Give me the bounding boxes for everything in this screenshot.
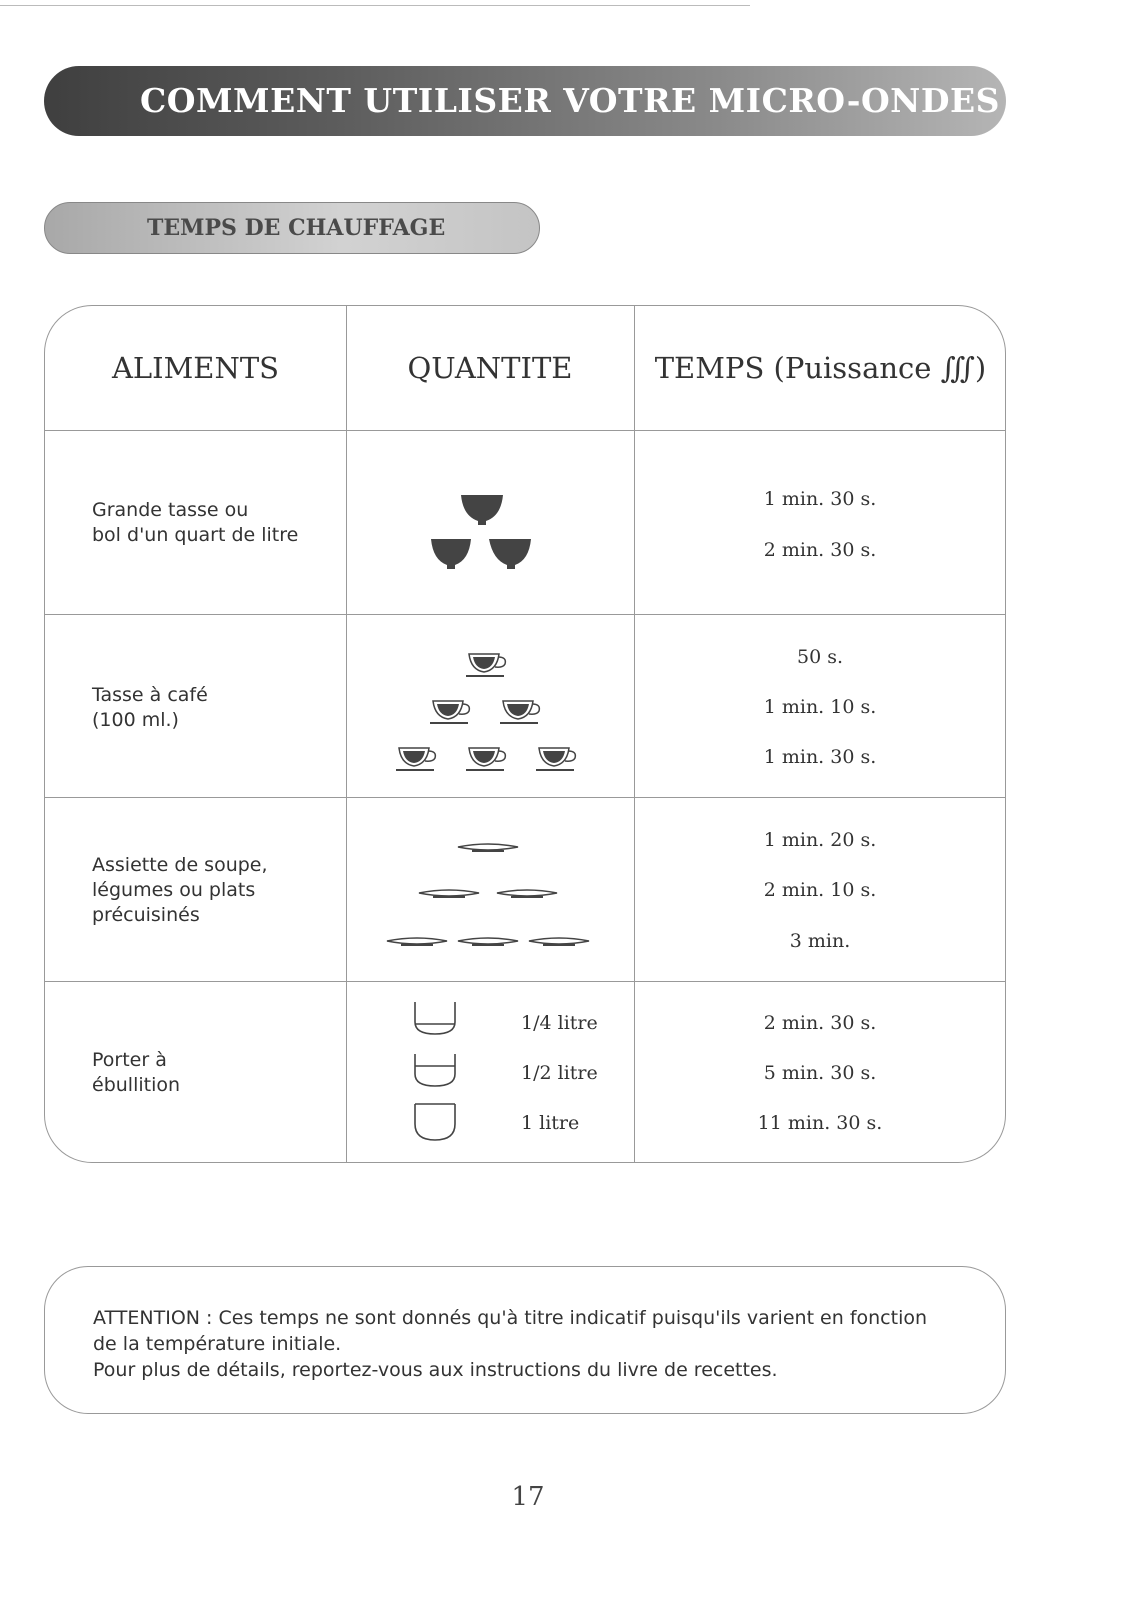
time-value: 50 s. xyxy=(796,646,843,668)
heating-time-table xyxy=(44,305,1006,1163)
quantity-value: 1/2 litre xyxy=(521,1062,598,1084)
quantity-value: 1/4 litre xyxy=(521,1012,598,1034)
food-label: Tasse à café (100 ml.) xyxy=(92,684,208,731)
quantity-value: 1 litre xyxy=(521,1112,580,1134)
coffee-cup-icon xyxy=(393,646,588,776)
row-divider xyxy=(45,430,1005,431)
row-divider xyxy=(45,797,1005,798)
food-label: Porter à ébullition xyxy=(92,1049,181,1096)
top-rule xyxy=(0,5,750,6)
attention-box xyxy=(44,1266,1006,1414)
time-value: 1 min. 30 s. xyxy=(763,746,877,768)
row-divider xyxy=(45,614,1005,615)
food-label: Grande tasse ou bol d'un quart de litre xyxy=(92,499,299,546)
page-title: COMMENT UTILISER VOTRE MICRO-ONDES xyxy=(44,66,1006,136)
row-divider xyxy=(45,981,1005,982)
plate-icon xyxy=(383,831,593,956)
food-label: Assiette de soupe, légumes ou plats précuisinés xyxy=(92,854,268,926)
bowl-icon xyxy=(431,492,531,576)
time-value: 5 min. 30 s. xyxy=(763,1062,877,1084)
header-aliments: ALIMENTS xyxy=(111,351,280,385)
time-value: 2 min. 30 s. xyxy=(763,539,877,561)
header-quantite: QUANTITE xyxy=(407,351,573,385)
time-value: 2 min. 10 s. xyxy=(763,879,877,901)
time-value: 1 min. 20 s. xyxy=(763,829,877,851)
section-title: TEMPS DE CHAUFFAGE xyxy=(44,202,540,254)
time-value: 11 min. 30 s. xyxy=(757,1112,883,1134)
time-value: 1 min. 10 s. xyxy=(763,696,877,718)
header-temps: TEMPS (Puissance ∭) xyxy=(654,351,987,385)
page-number: 17 xyxy=(511,1482,545,1512)
time-value: 3 min. xyxy=(789,930,851,952)
attention-text: ATTENTION : Ces temps ne sont donnés qu'à titre indicatif puisqu'ils varient en fonction de la température initiale. Pour plus de détails, reportez-vous aux instructions du livre de recettes. xyxy=(93,1307,928,1381)
time-value: 1 min. 30 s. xyxy=(763,488,877,510)
time-value: 2 min. 30 s. xyxy=(763,1012,877,1034)
measuring-cup-icon xyxy=(411,1000,461,1145)
column-divider xyxy=(346,306,347,1162)
